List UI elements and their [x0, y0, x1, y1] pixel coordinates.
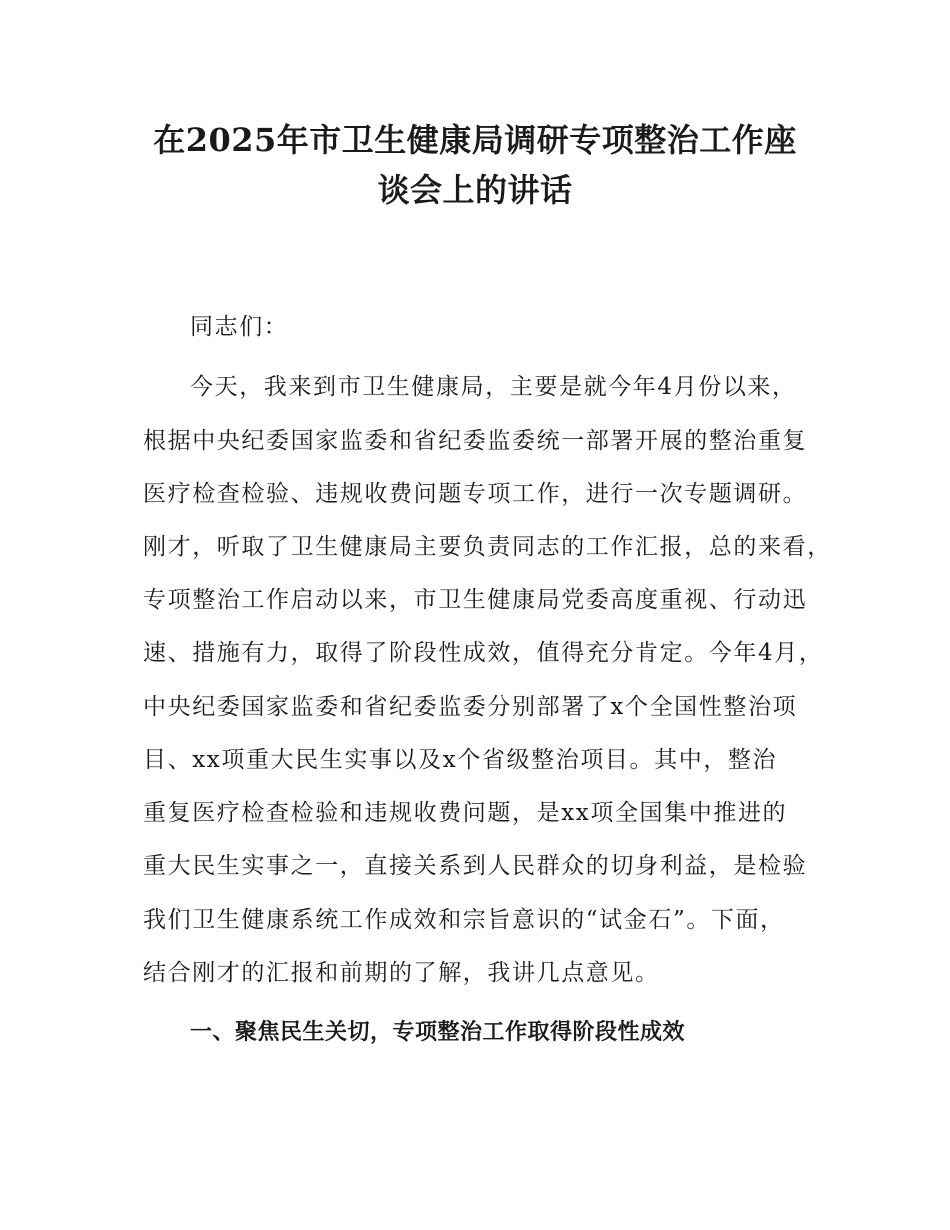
paragraph-line: 结合刚才的汇报和前期的了解，我讲几点意见。: [143, 960, 660, 986]
paragraph-line: 专项整治工作启动以来，市卫生健康局党委高度重视、行动迅: [143, 587, 808, 613]
paragraph-line: 目、xx项重大民生实事以及x个省级整治项目。其中，整治: [143, 747, 778, 773]
paragraph-line: 根据中央纪委国家监委和省纪委监委统一部署开展的整治重复: [143, 428, 808, 454]
document-title-line-2: 谈会上的讲话: [377, 171, 573, 209]
paragraph-line: 重复医疗检查检验和违规收费问题，是xx项全国集中推进的: [143, 800, 788, 826]
paragraph-line: 中央纪委国家监委和省纪委监委分别部署了x个全国性整治项: [143, 694, 798, 720]
paragraph-line: 我们卫生健康系统工作成效和宗旨意识的“试金石”。下面，: [143, 907, 785, 933]
salutation: 同志们：: [190, 314, 289, 340]
paragraph-line: 刚才，听取了卫生健康局主要负责同志的工作汇报，总的来看，: [143, 534, 832, 560]
paragraph-line: 速、措施有力，取得了阶段性成效，值得充分肯定。今年4月，: [143, 640, 824, 666]
paragraph-line: 医疗检查检验、违规收费问题专项工作，进行一次专题调研。: [143, 481, 808, 507]
section-heading-1: 一、聚焦民生关切，专项整治工作取得阶段性成效: [190, 1020, 686, 1045]
paragraph-line: 重大民生实事之一，直接关系到人民群众的切身利益，是检验: [143, 853, 808, 879]
paragraph-line: 今天，我来到市卫生健康局，主要是就今年4月份以来，: [190, 374, 797, 400]
document-title-line-1: 在2025年市卫生健康局调研专项整治工作座: [153, 121, 797, 159]
